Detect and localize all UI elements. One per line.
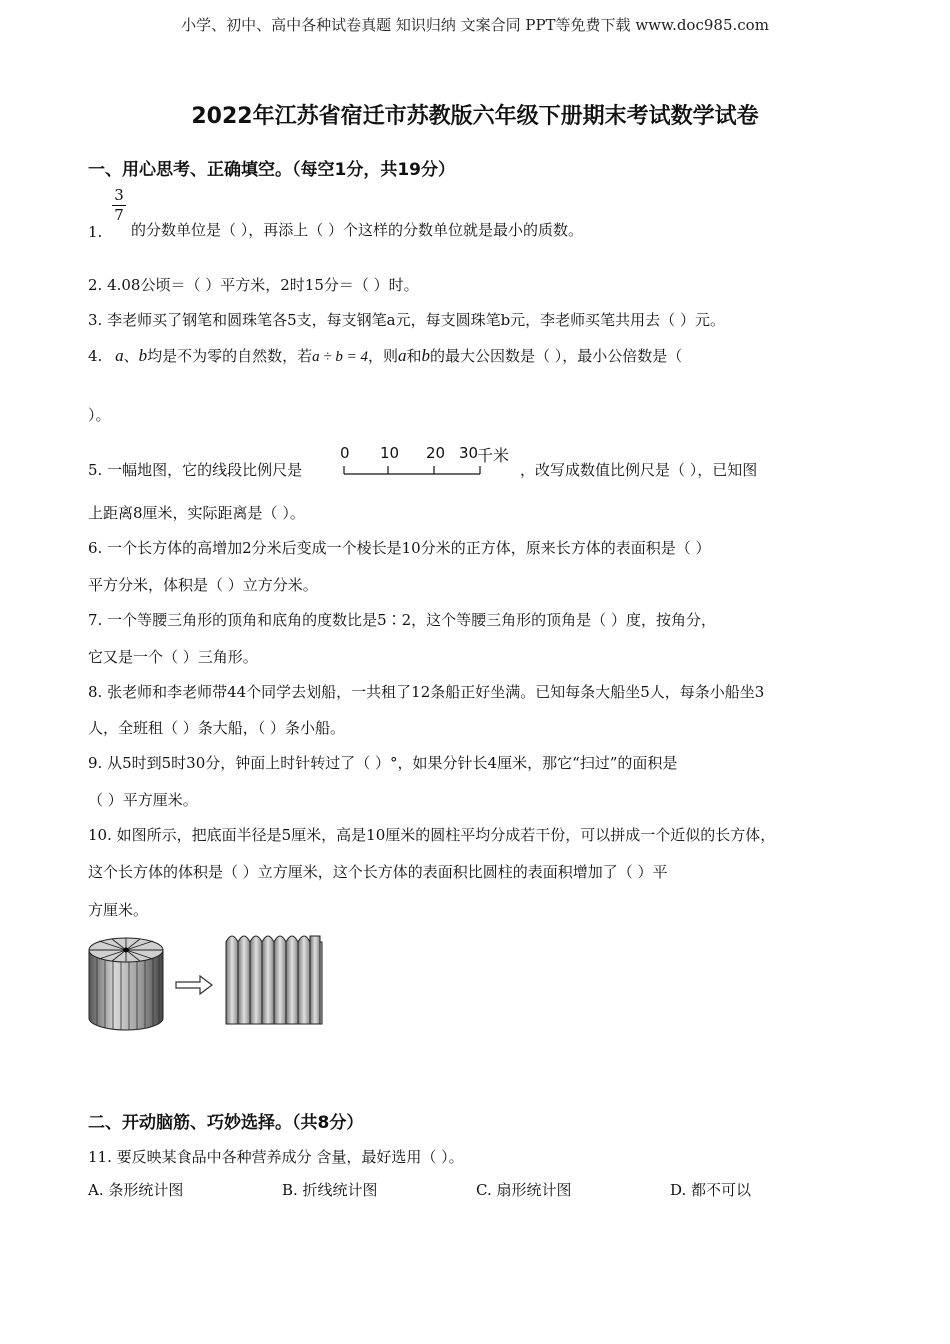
question-11-option-a: A. 条形统计图	[88, 1181, 184, 1199]
question-1-fraction	[112, 187, 126, 224]
question-7-line-2: 它又是一个（ ）三角形。	[88, 648, 258, 666]
question-10-line-1: 10. 如图所示，把底面半径是5厘米，高是10厘米的圆柱平均分成若干份，可以拼成一个近似的长方体，	[88, 826, 776, 844]
fraction-numerator: 3	[114, 186, 124, 204]
question-8-line-1: 8. 张老师和李老师带44个同学去划船，一共租了12条船正好坐满。已知每条大船坐5人，每条小船坐3	[88, 683, 765, 701]
question-9-line-2: （ ）平方厘米。	[88, 791, 198, 809]
separator: 、	[123, 347, 139, 365]
question-11-stem: 11. 要反映某食品中各种营养成分 含量，最好选用（ ）。	[88, 1148, 464, 1166]
question-8-line-2: 人，全班租（ ）条大船，（ ）条小船。	[88, 719, 346, 737]
question-11-option-d: D. 都不可以	[670, 1181, 752, 1199]
question-9-line-1: 9. 从5时到5时30分，钟面上时针转过了（ ）°，如果分针长4厘米，那它“扫过”的面积是	[88, 754, 678, 772]
question-6-line-2: 平方分米，体积是（ ）立方分米。	[88, 576, 318, 594]
scale-tick-10: 10	[380, 444, 400, 462]
cylinder-to-cuboid-illustration	[86, 928, 326, 1036]
question-3: 3. 李老师买了钢笔和圆珠笔各5支，每支钢笔a元，每支圆珠笔b元，李老师买笔共用去（ ）元。	[88, 311, 725, 329]
question-10-line-3: 方厘米。	[88, 901, 149, 919]
page-header: 小学、初中、高中各种试卷真题 知识归纳 文案合同 PPT等免费下载 www.doc985.com	[181, 16, 769, 34]
question-5-line-2: 上距离8厘米，实际距离是（ ）。	[88, 504, 305, 522]
section-2-heading: 二、开动脑筋、巧妙选择。（共8分）	[88, 1113, 364, 1133]
question-2: 2. 4.08公顷＝（ ）平方米，2时15分＝（ ）时。	[88, 276, 419, 294]
question-7-line-1: 7. 一个等腰三角形的顶角和底角的度数比是5∶2，这个等腰三角形的顶角是（ ）度，按角分，	[88, 611, 716, 629]
scale-unit: 千米	[477, 446, 510, 465]
question-1-text: 的分数单位是（ ），再添上（ ）个这样的分数单位就是最小的质数。	[131, 221, 584, 239]
var-b-2: b	[421, 346, 431, 365]
question-4-text-3: 和	[406, 347, 422, 365]
scale-tick-20: 20	[426, 444, 446, 462]
question-4-number: 4.	[88, 347, 103, 365]
question-5-text-1: 5. 一幅地图，它的线段比例尺是	[88, 461, 303, 479]
cylinder-figure	[86, 928, 326, 1036]
var-b: b	[138, 346, 148, 365]
question-4-continued: ）。	[88, 406, 111, 424]
fraction-denominator: 7	[114, 206, 124, 224]
question-4-text-2: ，则	[367, 347, 398, 365]
var-a-2: a	[398, 346, 407, 365]
section-1-heading: 一、用心思考、正确填空。（每空1分，共19分）	[88, 160, 455, 180]
question-1-number: 1.	[88, 223, 103, 241]
question-4	[88, 346, 682, 367]
question-10-line-2: 这个长方体的体积是（ ）立方厘米，这个长方体的表面积比圆柱的表面积增加了（ ）平	[88, 863, 668, 881]
scale-bar	[336, 444, 516, 480]
question-4-text-4: 的最大公因数是（ ），最小公倍数是（	[430, 347, 683, 365]
question-11-option-c: C. 扇形统计图	[476, 1181, 572, 1199]
question-11-option-b: B. 折线统计图	[282, 1181, 378, 1199]
page-title: 2022年江苏省宿迁市苏教版六年级下册期末考试数学试卷	[191, 104, 759, 129]
question-4-text-1: 均是不为零的自然数，若	[147, 347, 313, 365]
question-6-line-1: 6. 一个长方体的高增加2分米后变成一个棱长是10分米的正方体，原来长方体的表面积是（ ）	[88, 539, 711, 557]
equation: a ÷ b = 4	[312, 349, 368, 365]
question-5-text-2: ，改写成数值比例尺是（ ），已知图	[520, 461, 758, 479]
var-a: a	[115, 346, 124, 365]
scale-tick-0: 0	[340, 444, 350, 462]
scale-tick-30: 30	[459, 444, 479, 462]
